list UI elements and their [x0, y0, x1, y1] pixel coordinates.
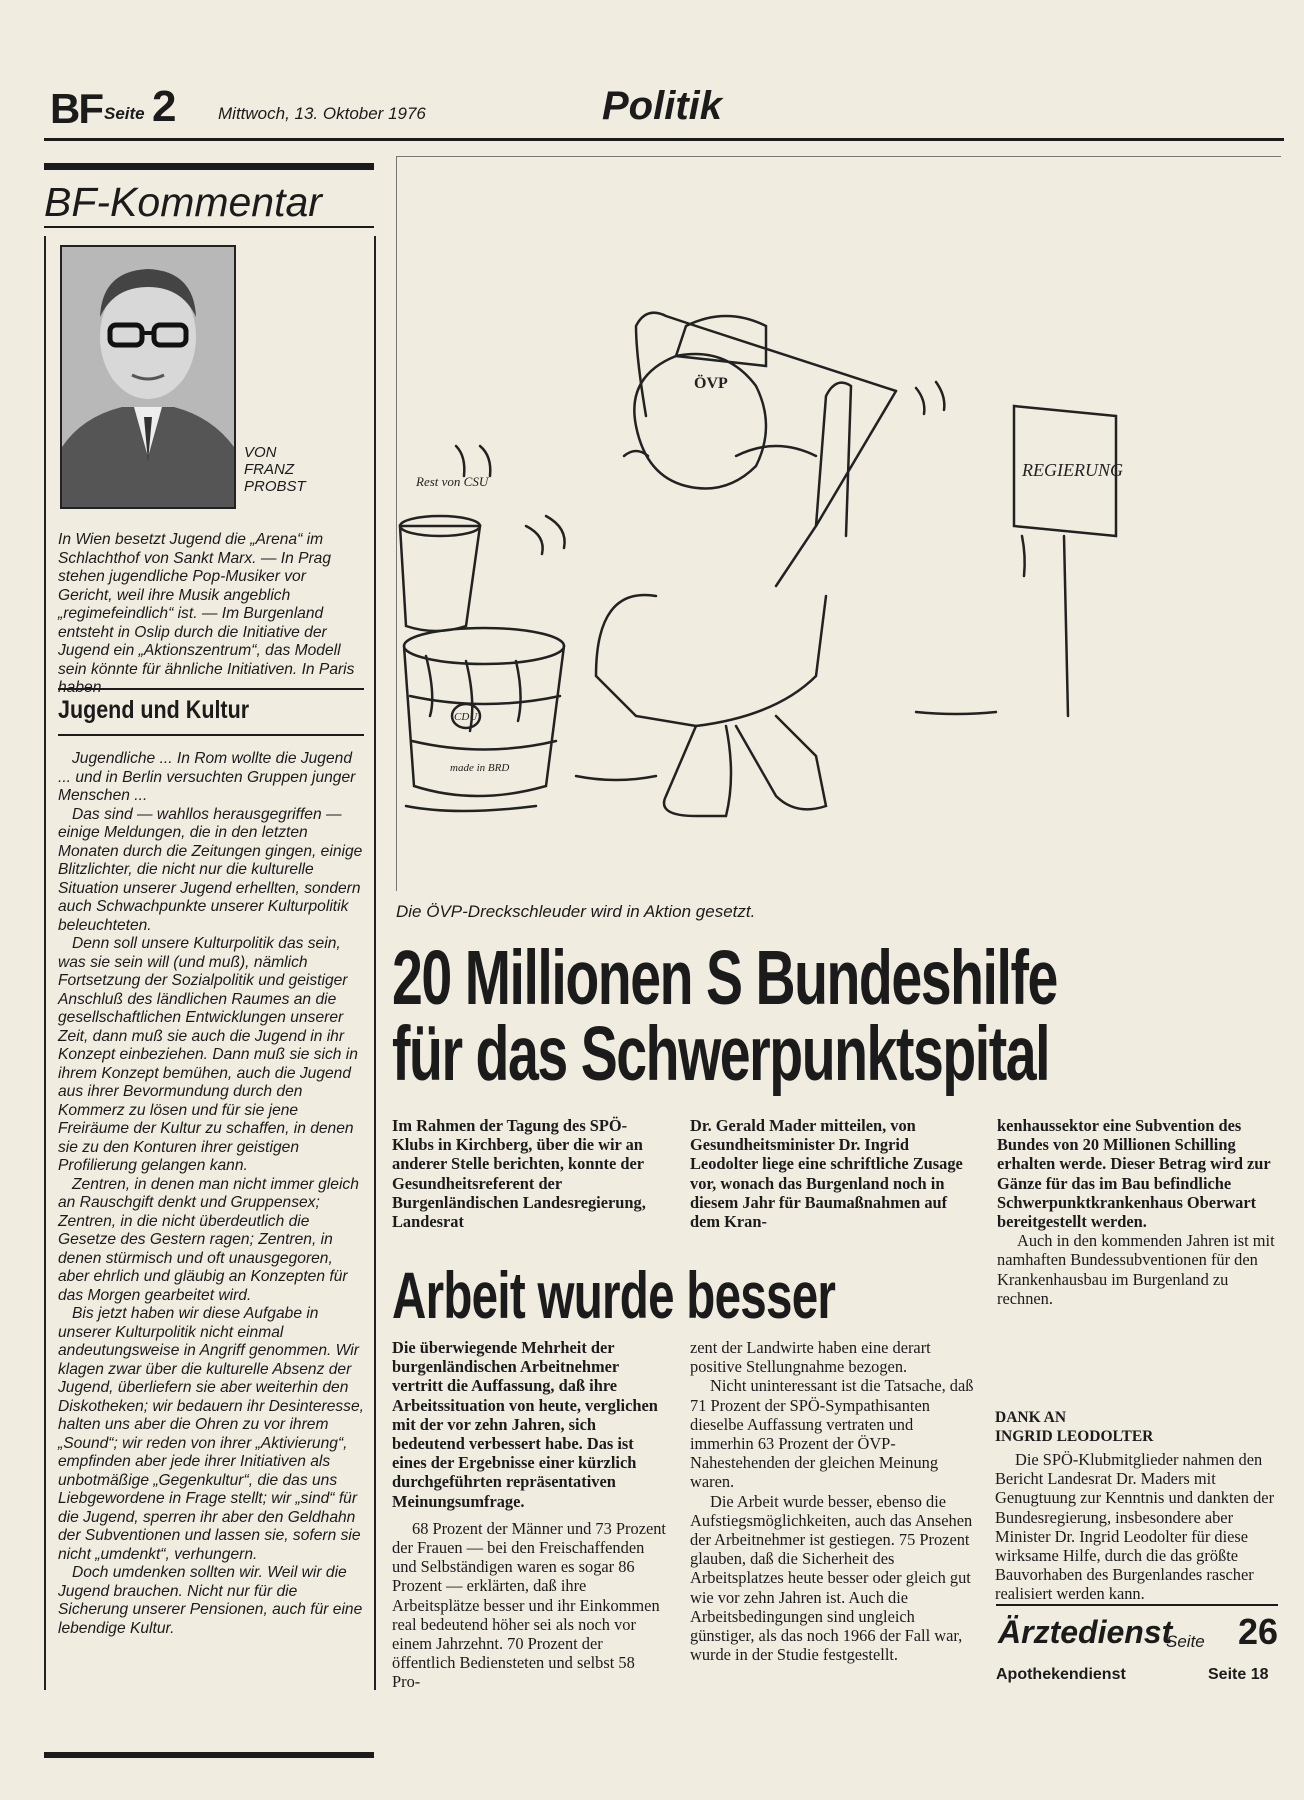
- article1-col3b-text: Auch in den kommenden Jahren ist mit namhaften Bundessubventionen für den Krankenhausbau im Burgenland zu rechnen.: [997, 1231, 1275, 1308]
- author-photo: [60, 245, 236, 509]
- dank-heading-line2: INGRID LEODOLTER: [995, 1428, 1154, 1445]
- article2-headline: Arbeit wurde besser: [392, 1258, 836, 1332]
- cartoon-hat-label: ÖVP: [694, 375, 728, 392]
- aerztedienst-title: Ärztedienst: [998, 1614, 1173, 1650]
- kommentar-subhead: Jugend und Kultur: [58, 696, 250, 724]
- dank-heading: [995, 1408, 1280, 1446]
- kommentar-body: [58, 750, 368, 1638]
- kommentar-intro: In Wien besetzt Jugend die „Arena“ im Schlachthof von Sankt Marx. — In Prag stehen jugendliche Pop-Musiker vor Gericht, weil ihre Musik angeblich „regimefeindlich“ ist. — Im Burgenland entsteht in Oslip durch die Initiative der Jugend ein „Aktionszentrum“, das Modell sein könnte für ähnliche Initiativen. In Paris: [58, 531, 355, 678]
- aerztedienst-page-number: 26: [1238, 1611, 1279, 1652]
- subhead-top-rule: [58, 688, 364, 690]
- cartoon-bucket-label: Rest von CSU: [416, 474, 489, 489]
- masthead-page-word: Seite: [104, 104, 145, 123]
- article1-col2: Dr. Gerald Mader mitteilen, von Gesundheitsminister Dr. Ingrid Leodolter liege eine schriftliche Zusage vor, wonach das Burgenland noch in diesem Jahr für Baumaßnahmen auf dem Kran-: [690, 1116, 963, 1232]
- article2-paragraph: Die Arbeit wurde besser, ebenso die Aufstiegsmöglichkeiten, auch das Ansehen der Arbeitnehmer ist gestiegen. 75 Prozent glauben, daß die Sicherheit des Arbeitsplatzes heute besser oder gleich gut wie vor zehn Jahren ist. Auch die Arbeitsbedingungen sind ungleich günstiger, als das noch 1966 der Fall war, wurde in der Studie festgestellt.: [690, 1491, 973, 1665]
- cartoon-barrel-label: CDU: [454, 711, 478, 723]
- kommentar-paragraph: Das sind — wahllos herausgegriffen — einige Meldungen, die in den letzten Monaten durch die Zeitungen gingen, einige Blitzlichter, die nicht nur die kulturelle Situation unserer Jugend erhellten, sondern auch Schwachpunkte unserer Kulturpolitik beleuchteten.: [58, 805, 363, 934]
- cartoon-barrel-mark: made in BRD: [450, 762, 510, 774]
- dank-heading-line1: DANK AN: [995, 1409, 1067, 1426]
- kommentar-author: VON FRANZ PROBST: [244, 444, 306, 495]
- kommentar-paragraph: Jugendliche ... In Rom wollte die Jugend ... und in Berlin versuchten Gruppen junger Menschen ...: [58, 750, 356, 804]
- cartoon-illustration: [396, 156, 1278, 886]
- masthead-logo: BF: [50, 85, 102, 132]
- aerztedienst-seite: Seite: [1166, 1632, 1205, 1651]
- kommentar-title-rule: [44, 226, 374, 228]
- masthead-page-number: 2: [152, 82, 177, 131]
- article1-col3-text: kenhaussektor eine Subvention des Bundes von 20 Millionen Schilling erhalten werde. Dieser Betrag wird zur Gänze für das im Bau befindliche Schwerpunktkrankenhaus Oberwart bereitgestellt werden.: [997, 1116, 1271, 1232]
- article2-paragraph: Nicht uninteressant ist die Tatsache, daß 71 Prozent der SPÖ-Sympathisanten dieselbe Auffassung vertraten und immerhin 63 Prozent der ÖVP-Nahestehenden der gleichen Meinung waren.: [690, 1376, 974, 1492]
- kommentar-paragraph: Denn soll unsere Kulturpolitik das sein, was sie sein will (und muß), nämlich Fortsetzung der Sozialpolitik und geistiger Anschluß des ländlichen Raumes an die gesellschaftlichen Entwicklungen unserer Zeit, dann muß sie auch die Jugend in ihr Konzept einbeziehen. Dann muß sie sich in ihrem Konzept bemühen, auch die Jugend aus ihrer Bevormundung durch den Kommerz zu lösen und für sie jene Freiräume der Kultur zu schaffen, in denen sie zu den Konturen ihrer geistigen Profilierung gelangen kann.: [58, 935, 358, 1174]
- footer-box-rule: [996, 1604, 1278, 1606]
- article1-col1: Im Rahmen der Tagung des SPÖ-Klubs in Kirchberg, über die wir an anderer Stelle berichten, konnte der Gesundheitsreferent der Burgenländischen Landesregierung, Landesrat: [392, 1116, 646, 1232]
- article2-paragraph: zent der Landwirte haben eine derart positive Stellungnahme bezogen.: [690, 1338, 931, 1377]
- main-headline-line2: für das Schwerpunktspital: [392, 1011, 1050, 1097]
- apothekendienst-page: Seite 18: [1208, 1666, 1269, 1683]
- author-portrait-image: [62, 247, 234, 507]
- apothekendienst-label: Apothekendienst: [996, 1666, 1126, 1683]
- masthead-rule: [44, 138, 1284, 141]
- subhead-bottom-rule: [58, 734, 364, 736]
- article2-col1: [392, 1338, 667, 1692]
- cartoon-sign-label: REGIERUNG: [1022, 460, 1123, 480]
- article2-paragraph: 68 Prozent der Männer und 73 Prozent der Frauen — bei den Freischaffenden und Selbständigen waren es sogar 86 Prozent — erklärten, daß ihre Arbeitsplätze besser und ihr Einkommen real bedeutend höher sei als noch vor einem Jahrzehnt. 70 Prozent der öffentlich Bediensteten und selbst 58 Pro-: [392, 1518, 666, 1692]
- dank-text: [995, 1450, 1280, 1604]
- cartoon-caption: Die ÖVP-Dreckschleuder wird in Aktion gesetzt.: [396, 902, 756, 921]
- masthead-rubric: Politik: [602, 84, 723, 128]
- kommentar-paragraph: Zentren, in denen man nicht immer gleich an Rauschgift denkt und Gruppensex; Zentren, in die nicht überdeutlich die Gesetze des Gestern ragen; Zentren, in denen stürmisch und oft unausgegoren, aber ehrlich und gläubig an Konzepten für das Morgen gearbeitet wird.: [58, 1175, 359, 1304]
- article1-col3: [997, 1116, 1279, 1308]
- article2-col2: [690, 1338, 975, 1664]
- kommentar-paragraph: Bis jetzt haben wir diese Aufgabe in unserer Kulturpolitik nicht einmal andeutungsweise in Angriff genommen. Wir klagen zwar über die kulturelle Absenz der Jugend, überliefern sie aber weiterhin den Diskotheken; wir bedauern ihr Desinteresse, halten uns aber die Ohren zu vor ihrem „Sound“; wir reden von ihrer „Aktivierung“, empfinden aber jede ihrer Initiativen als unbotmäßige „Gegenkultur“, die das uns Liebgewordene in Frage stellt; wir „sind“ für die Jugend, sperren ihr aber den Geldhahn der Subventionen und lassen sie, sofern sie nicht „umdenkt“, verhungern.: [58, 1305, 364, 1563]
- dank-paragraph: Die SPÖ-Klubmitglieder nahmen den Bericht Landesrat Dr. Maders mit Genugtuung zur Kenntnis und dankten der Bundesregierung, insbesondere aber Minister Dr. Ingrid Leodolter für diese wirksame Hilfe, durch die das größte Bauvorhaben des Burgenlandes rascher realisiert werden kann.: [995, 1450, 1275, 1604]
- kommentar-bottom-rule: [44, 1752, 374, 1758]
- masthead-date: Mittwoch, 13. Oktober 1976: [218, 104, 426, 123]
- kommentar-top-rule: [44, 163, 374, 170]
- article2-lead: Die überwiegende Mehrheit der burgenländischen Arbeitnehmer vertritt die Auffassung, daß ihre Arbeitssituation von heute, verglichen mit der vor zehn Jahren, sich bedeutend verbessert habe. Das ist eines der Ergebnisse einer kürzlich durchgeführten repräsentativen Meinungsumfrage.: [392, 1338, 658, 1511]
- main-headline: [392, 935, 1057, 1097]
- main-headline-line1: 20 Millionen S Bundeshilfe: [392, 935, 1057, 1021]
- kommentar-paragraph: Doch umdenken sollten wir. Weil wir die Jugend brauchen. Nicht nur für die Sicherung unserer Pensionen, auch für eine lebendige Kultur.: [58, 1564, 363, 1637]
- kommentar-title: BF-Kommentar: [44, 179, 322, 225]
